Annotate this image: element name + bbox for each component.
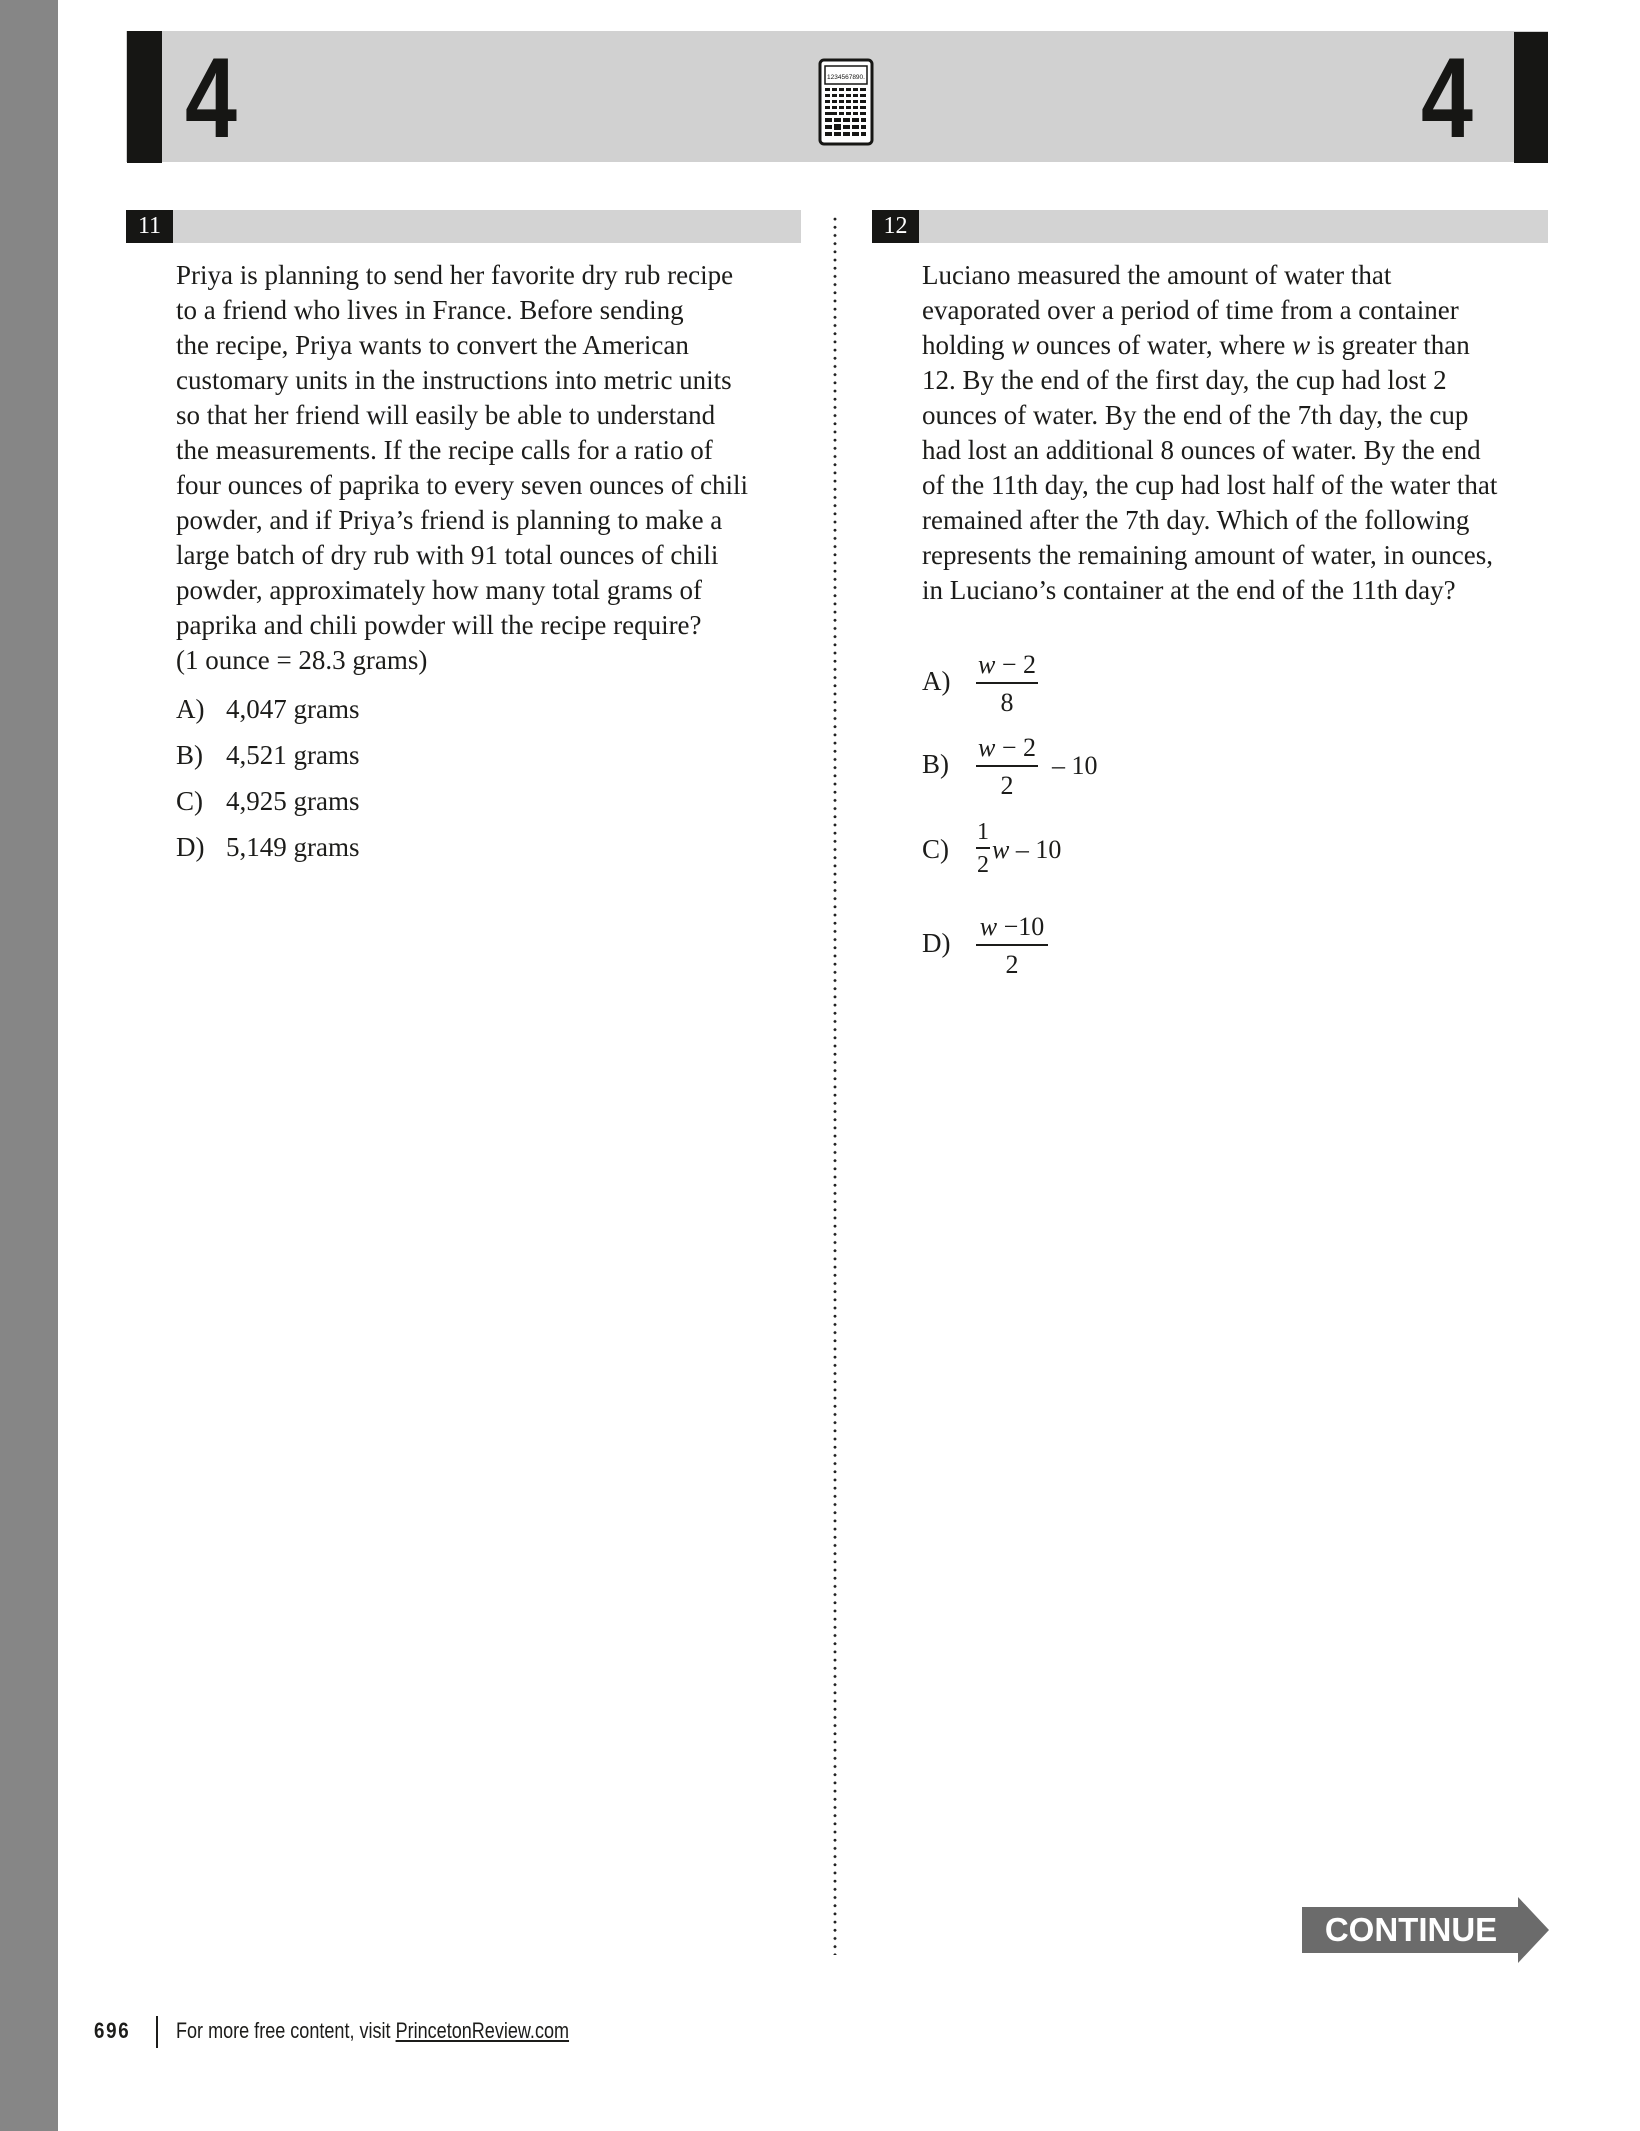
choice-label: C)	[922, 834, 949, 864]
question-11-stem	[176, 258, 806, 678]
stem-text: holding	[922, 330, 1012, 360]
stem-line: to a friend who lives in France. Before sending	[176, 295, 684, 325]
numerator: 1	[977, 819, 989, 845]
answer-choice-b[interactable]	[176, 738, 359, 773]
denominator: 2	[977, 852, 989, 878]
choice-text: 4,925 grams	[226, 786, 360, 816]
choice-label: B)	[922, 749, 949, 779]
arrow-right-icon	[1518, 1897, 1549, 1963]
answer-choice-d[interactable]	[922, 912, 1122, 984]
stem-line: powder, approximately how many total grams of	[176, 575, 703, 605]
choice-label: A)	[922, 666, 951, 696]
choice-text: 5,149 grams	[226, 832, 360, 862]
stem-line: Priya is planning to send her favorite dry rub recipe	[176, 260, 734, 290]
answer-choice-b[interactable]	[922, 733, 1142, 805]
fraction	[976, 914, 1048, 978]
stem-text: is greater than	[1310, 330, 1470, 360]
choice-label: D)	[922, 928, 951, 958]
continue-label: CONTINUE	[1324, 1911, 1498, 1948]
variable-w: w	[1011, 330, 1030, 360]
choice-text: 4,047 grams	[226, 694, 360, 724]
variable-w: w	[1292, 330, 1311, 360]
stem-line: evaporated over a period of time from a container	[922, 295, 1459, 325]
stem-line: large batch of dry rub with 91 total ounces of chili	[176, 540, 719, 570]
stem-line: (1 ounce = 28.3 grams)	[176, 645, 428, 675]
svg-text:1234567890.: 1234567890.	[827, 74, 865, 81]
choice-label: B)	[176, 740, 203, 770]
numerator: − 2	[995, 650, 1036, 679]
stem-line: ounces of water. By the end of the 7th day, the cup	[922, 400, 1469, 430]
stem-line: Luciano measured the amount of water that	[922, 260, 1392, 290]
choice-suffix: – 10	[1009, 835, 1062, 864]
question-12-header	[872, 210, 1548, 243]
column-divider	[833, 215, 837, 1955]
stem-line: paprika and chili powder will the recipe require?	[176, 610, 702, 640]
stem-line: so that her friend will easily be able to understand	[176, 400, 716, 430]
footer-note	[176, 2018, 569, 2044]
question-12-stem	[922, 258, 1562, 608]
answer-choice-d[interactable]	[176, 830, 359, 865]
choice-label: C)	[176, 786, 203, 816]
fraction	[976, 735, 1038, 799]
section-number-left: 4	[185, 35, 237, 162]
stem-line: represents the remaining amount of water, in ounces,	[922, 540, 1493, 570]
stem-line: customary units in the instructions into metric units	[176, 365, 732, 395]
denominator: 2	[1005, 950, 1019, 979]
stem-text: ounces of water, where	[1029, 330, 1293, 360]
fraction	[976, 820, 990, 877]
stem-line: had lost an additional 8 ounces of water. By the end	[922, 435, 1481, 465]
question-11-header	[126, 210, 801, 243]
numerator: −10	[997, 912, 1045, 941]
stem-line: of the 11th day, the cup had lost half of the water that	[922, 470, 1498, 500]
section-marker-right	[1514, 32, 1548, 163]
section-marker-left	[127, 31, 162, 163]
answer-choice-a[interactable]	[176, 692, 359, 727]
variable-w: w	[977, 733, 996, 762]
stem-line: remained after the 7th day. Which of the following	[922, 505, 1470, 535]
choice-text: 4,521 grams	[226, 740, 360, 770]
variable-w: w	[979, 912, 998, 941]
variable-w: w	[977, 650, 996, 679]
question-number: 12	[872, 210, 919, 243]
numerator: − 2	[995, 733, 1036, 762]
stem-line: in Luciano’s container at the end of the 11th day?	[922, 575, 1456, 605]
question-number: 11	[126, 210, 173, 243]
variable-w: w	[992, 835, 1010, 864]
page-edge-bar	[0, 0, 58, 2131]
fraction	[976, 652, 1038, 716]
stem-line	[922, 328, 1562, 363]
choice-label: A)	[176, 694, 205, 724]
answer-choice-c[interactable]	[922, 818, 1122, 890]
answer-choice-c[interactable]	[176, 784, 359, 819]
denominator: 8	[1000, 688, 1014, 717]
stem-line: four ounces of paprika to every seven ounces of chili	[176, 470, 749, 500]
stem-line: 12. By the end of the first day, the cup had lost 2	[922, 365, 1447, 395]
calculator-icon	[818, 58, 874, 146]
stem-line: powder, and if Priya’s friend is planning to make a	[176, 505, 723, 535]
section-number-right: 4	[1421, 35, 1473, 162]
page-number: 696	[94, 2018, 131, 2043]
footer-separator	[156, 2016, 158, 2048]
choice-label: D)	[176, 832, 205, 862]
denominator: 2	[1000, 771, 1014, 800]
stem-line: the recipe, Priya wants to convert the American	[176, 330, 689, 360]
stem-line: the measurements. If the recipe calls for a ratio of	[176, 435, 713, 465]
princeton-review-link[interactable]: PrincetonReview.com	[395, 2018, 570, 2043]
choice-suffix: – 10	[1052, 751, 1098, 780]
footer-text: For more free content, visit	[176, 2018, 396, 2043]
answer-choice-a[interactable]	[922, 650, 1122, 722]
